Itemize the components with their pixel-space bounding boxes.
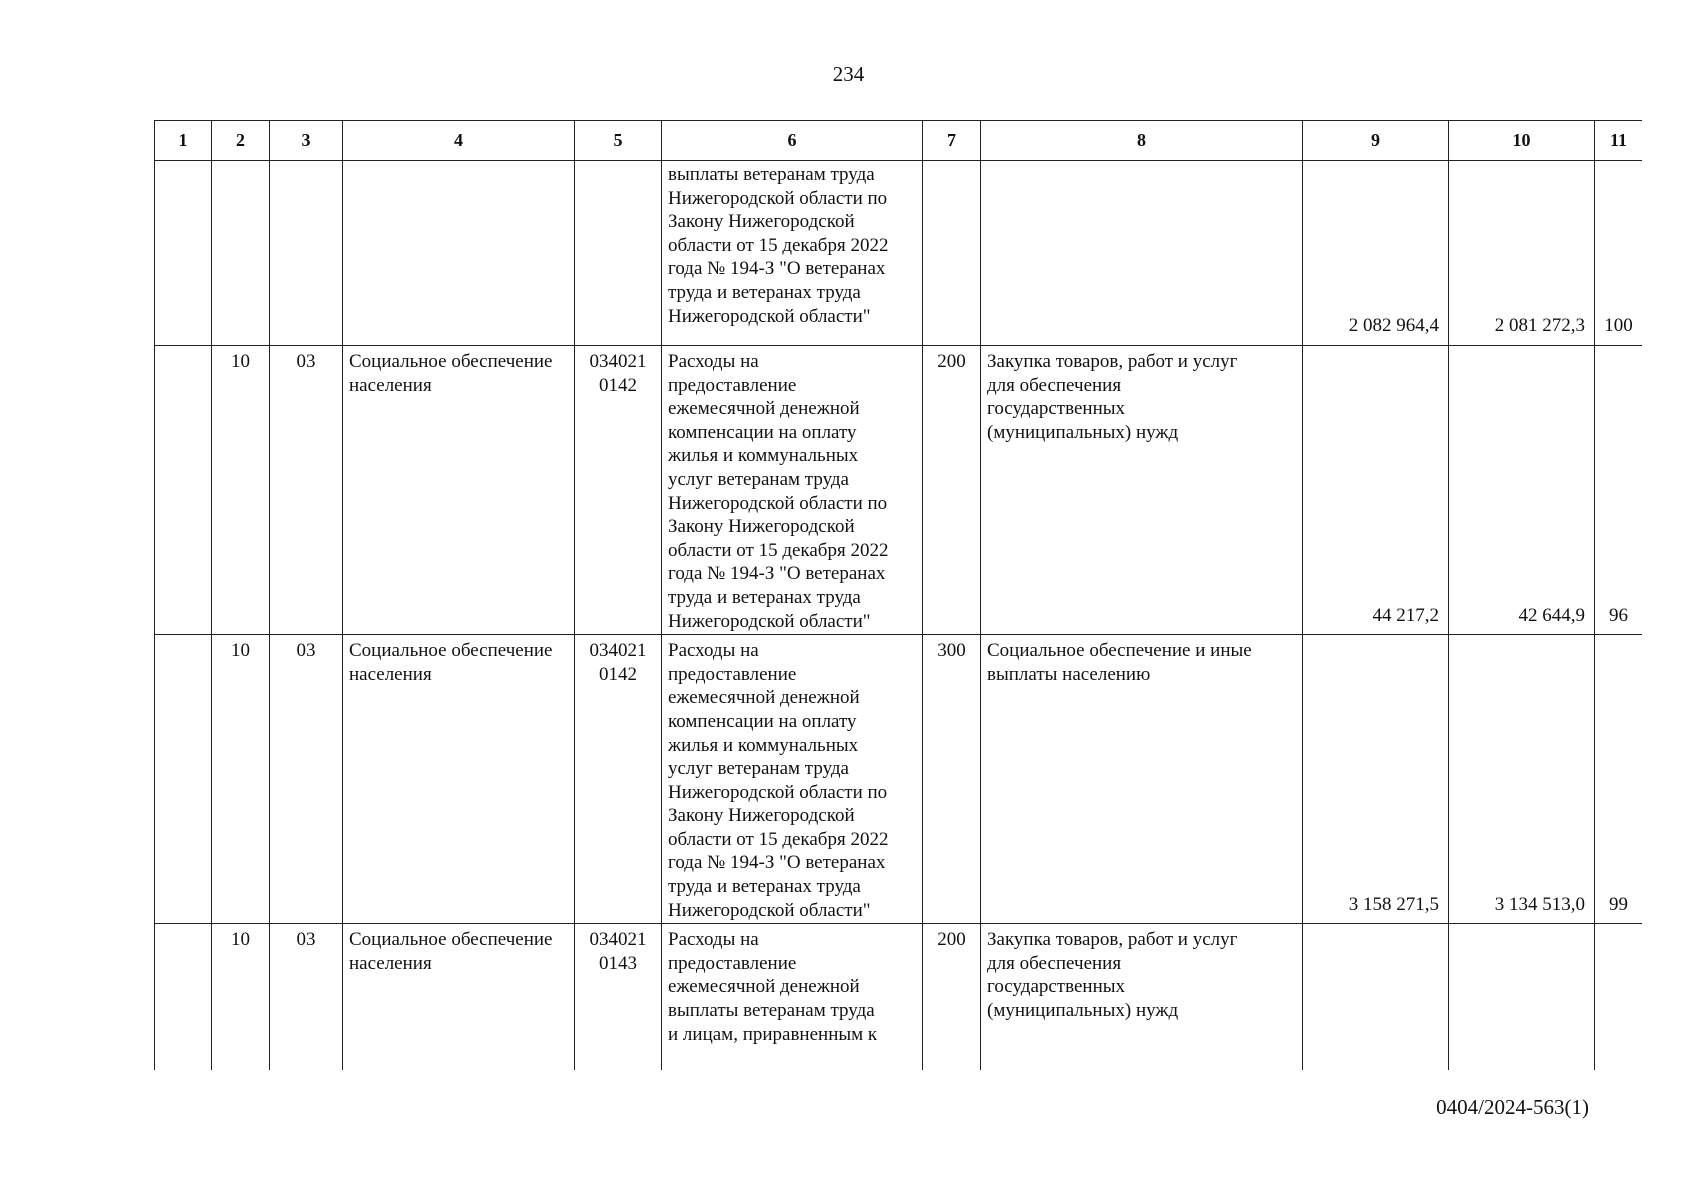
cell-target-code [575, 924, 662, 1070]
cell-subsection [270, 161, 343, 346]
cell-target-code [575, 635, 662, 924]
description-line: услуг ветеранам труда [668, 758, 849, 780]
target-code-part: 0143 [599, 952, 637, 974]
expense-type-line: (муниципальных) нужд [987, 421, 1179, 443]
header-cell: 5 [575, 121, 662, 161]
cell-expense-type-code: 200 [923, 924, 981, 1070]
description-line: Расходы на [668, 351, 759, 372]
cell-section-name [343, 161, 575, 346]
cell-section: 10 [212, 635, 270, 924]
cell-section-name: Социальное обеспечение населения [343, 635, 575, 924]
budget-table [154, 120, 1642, 1070]
description-line: жилья и коммунальных [668, 734, 859, 756]
cell-expense-type-name [981, 924, 1303, 1070]
description-line: Нижегородской области" [668, 899, 871, 921]
expense-type-line: Социальное обеспечение и иные [987, 640, 1252, 662]
description-line: Нижегородской области по [668, 492, 888, 514]
description-line: труда и ветеранах труда [668, 281, 861, 303]
cell-expense-type-name [981, 635, 1303, 924]
description-line: Нижегородской области по [668, 781, 888, 803]
document-code: 0404/2024-563(1) [1436, 1095, 1589, 1119]
description-line: Закону Нижегородской [668, 805, 855, 827]
cell-subsection: 03 [270, 346, 343, 635]
cell-expense-type-name [981, 161, 1303, 346]
cell-execution-percent: 99 [1595, 635, 1643, 924]
page-number: 234 [832, 62, 865, 86]
cell-execution-percent [1595, 924, 1643, 1070]
header-cell: 1 [155, 121, 212, 161]
description-line: труда и ветеранах труда [668, 586, 861, 608]
table-row [155, 161, 1643, 346]
cell-col1 [155, 161, 212, 346]
description-line: ежемесячной денежной [668, 398, 860, 420]
header-cell: 11 [1595, 121, 1643, 161]
cell-expense-type-code: 300 [923, 635, 981, 924]
cell-section: 10 [212, 346, 270, 635]
header-cell: 6 [662, 121, 923, 161]
cell-planned-amount [1303, 924, 1449, 1070]
description-line: Расходы на [668, 640, 759, 662]
expense-type-line: для обеспечения [987, 952, 1122, 974]
expense-type-line: (муниципальных) нужд [987, 1000, 1179, 1022]
cell-expense-type-code [923, 161, 981, 346]
header-cell: 10 [1449, 121, 1595, 161]
expense-type-line: Закупка товаров, работ и услуг [987, 929, 1238, 951]
expense-type-line: государственных [987, 398, 1126, 420]
cell-expense-description [662, 346, 923, 635]
header-cell: 7 [923, 121, 981, 161]
header-cell: 8 [981, 121, 1303, 161]
description-line: Нижегородской области" [668, 305, 871, 327]
description-line: Закону Нижегородской [668, 516, 855, 538]
expense-type-line: выплаты населению [987, 663, 1151, 685]
description-line: компенсации на оплату [668, 421, 857, 443]
cell-expense-type-code: 200 [923, 346, 981, 635]
target-code-part: 0142 [599, 374, 637, 396]
description-line: труда и ветеранах труда [668, 876, 861, 898]
cell-col1 [155, 346, 212, 635]
cell-execution-percent: 96 [1595, 346, 1643, 635]
description-line: Расходы на [668, 929, 759, 951]
header-cell: 9 [1303, 121, 1449, 161]
cell-executed-amount: 2 081 272,3 [1449, 161, 1595, 346]
description-line: года № 194-З "О ветеранах [668, 852, 886, 874]
cell-executed-amount: 42 644,9 [1449, 346, 1595, 635]
cell-executed-amount: 3 134 513,0 [1449, 635, 1595, 924]
target-code-part: 034021 [589, 929, 647, 951]
cell-target-code [575, 346, 662, 635]
description-line: ежемесячной денежной [668, 687, 860, 709]
description-line: Нижегородской области по [668, 187, 888, 209]
description-line: ежемесячной денежной [668, 976, 860, 998]
cell-section: 10 [212, 924, 270, 1070]
target-code-part: 0142 [599, 663, 637, 685]
header-row [155, 121, 1643, 161]
expense-type-line: государственных [987, 976, 1126, 998]
cell-expense-type-name [981, 346, 1303, 635]
expense-type-line: Закупка товаров, работ и услуг [987, 351, 1238, 372]
cell-subsection: 03 [270, 635, 343, 924]
cell-execution-percent: 100 [1595, 161, 1643, 346]
cell-section [212, 161, 270, 346]
cell-planned-amount: 44 217,2 [1303, 346, 1449, 635]
description-line: предоставление [668, 663, 797, 685]
description-line: выплаты ветеранам труда [668, 164, 875, 185]
table-row [155, 635, 1643, 924]
target-code-part: 034021 [589, 351, 647, 372]
description-line: выплаты ветеранам труда [668, 1000, 875, 1022]
description-line: жилья и коммунальных [668, 445, 859, 467]
cell-col1 [155, 635, 212, 924]
cell-col1 [155, 924, 212, 1070]
table-row [155, 924, 1643, 1070]
cell-subsection: 03 [270, 924, 343, 1070]
expense-type-line: для обеспечения [987, 374, 1122, 396]
cell-section-name: Социальное обеспечение населения [343, 346, 575, 635]
budget-table-container [154, 120, 1642, 1070]
description-line: Закону Нижегородской [668, 211, 855, 233]
description-line: предоставление [668, 374, 797, 396]
cell-expense-description [662, 161, 923, 346]
cell-section-name: Социальное обеспечение населения [343, 924, 575, 1070]
description-line: услуг ветеранам труда [668, 468, 849, 490]
cell-planned-amount: 2 082 964,4 [1303, 161, 1449, 346]
description-line: и лицам, приравненным к [668, 1023, 878, 1045]
description-line: предоставление [668, 952, 797, 974]
cell-expense-description [662, 635, 923, 924]
cell-target-code [575, 161, 662, 346]
cell-executed-amount [1449, 924, 1595, 1070]
description-line: области от 15 декабря 2022 [668, 828, 889, 850]
description-line: области от 15 декабря 2022 [668, 539, 889, 561]
cell-expense-description [662, 924, 923, 1070]
table-row [155, 346, 1643, 635]
description-line: года № 194-З "О ветеранах [668, 563, 886, 585]
header-cell: 3 [270, 121, 343, 161]
description-line: компенсации на оплату [668, 710, 857, 732]
description-line: Нижегородской области" [668, 610, 871, 632]
description-line: года № 194-З "О ветеранах [668, 258, 886, 280]
target-code-part: 034021 [589, 640, 647, 662]
description-line: области от 15 декабря 2022 [668, 234, 889, 256]
cell-planned-amount: 3 158 271,5 [1303, 635, 1449, 924]
header-cell: 4 [343, 121, 575, 161]
header-cell: 2 [212, 121, 270, 161]
